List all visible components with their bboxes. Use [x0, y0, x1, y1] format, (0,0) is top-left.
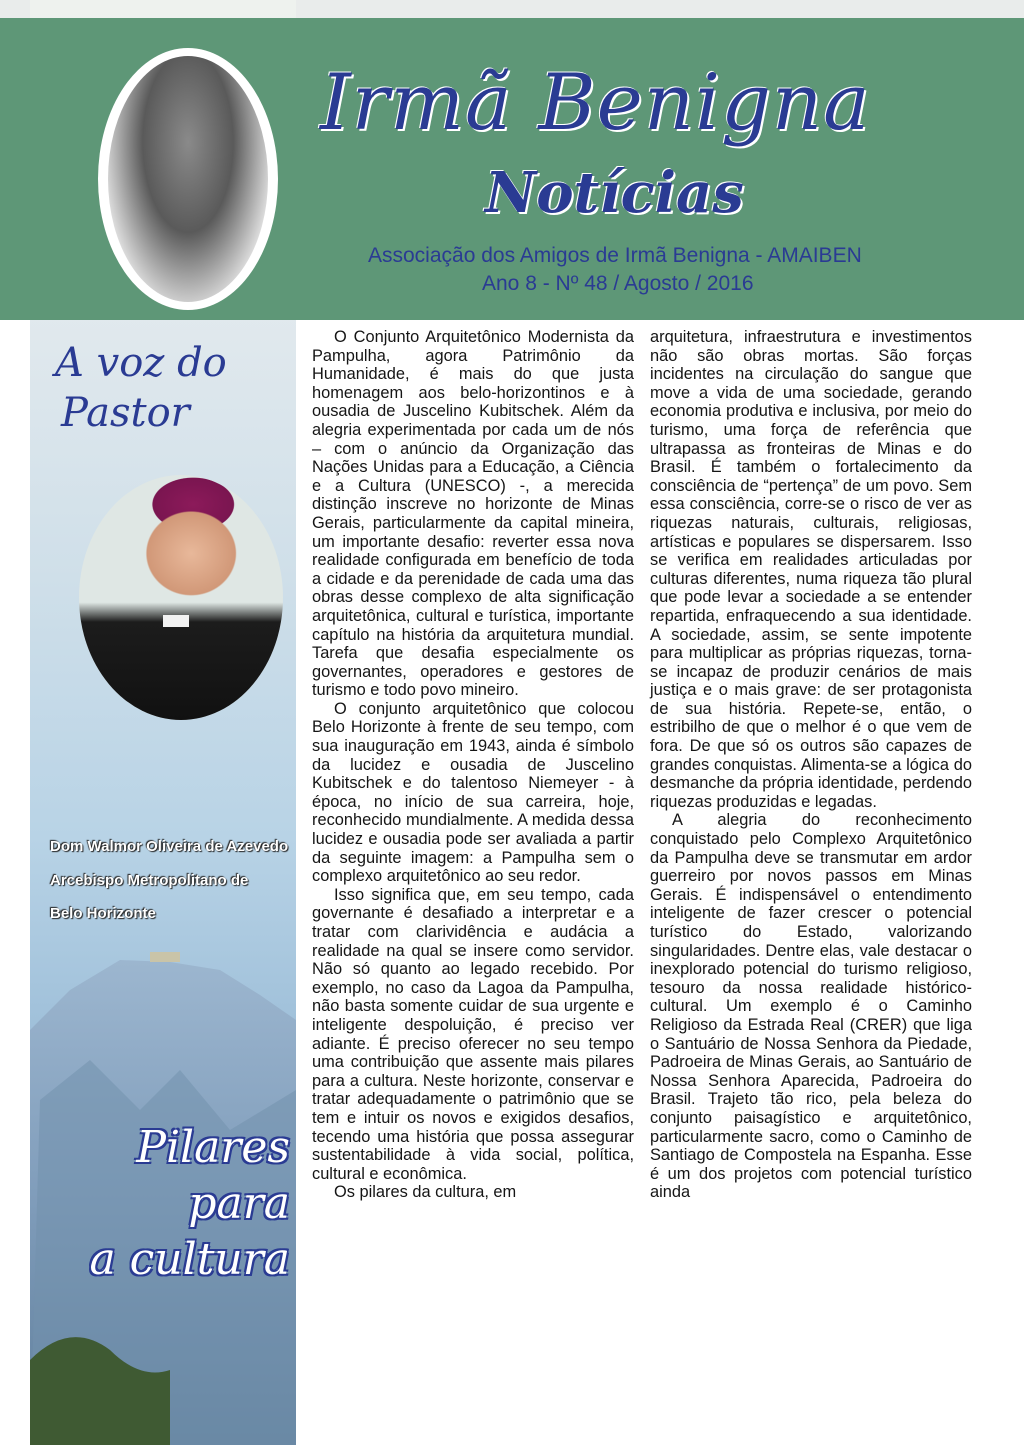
feature-title — [40, 1120, 290, 1288]
edition-info: Ano 8 - Nº 48 / Agosto / 2016 — [482, 272, 754, 295]
paragraph: arquitetura, infraestrutura e investimentos não são obras mortas. São forças incidentes na circulação do sangue que move a vida de uma sociedade, gerando economia produtiva e inclusiva, por meio do turismo, uma força de referência que ultrapassa as fronteiras de Minas e do Brasil. É também o fortalecimento da consciência de “pertença” de um povo. Sem essa consciência, corre-se o risco de ver as riquezas naturais, culturais, religiosas, artísticas e populares se dispersarem. Isso se verifica em realidades articuladas por culturas diferentes, numa riqueza tão plural que pode levar a sociedade a se entender repartida, enfraquecendo a sua identidade. A sociedade, assim, se sente impotente para multiplicar as próprias riquezas, torna-se incapaz de produzir cenários de mais justiça e o mais grave: de ser protagonista de sua história. Repete-se, então, o estribilho de que o melhor é o que vem de fora. De que só os outros são capazes de grandes conquistas. Alimenta-se a lógica do desmanche da própria identidade, perdendo riquezas produzidas e legadas. — [650, 328, 972, 811]
caption-name: Dom Walmor Oliveira de Azevedo — [50, 838, 289, 855]
paragraph: A alegria do reconhecimento conquistado pelo Complexo Arquitetônico da Pampulha deve se transmutar em ardor guerreiro por novos passos em Minas Gerais. É indispensável o entendimento inteligente de fazer crescer o potencial turístico do Estado, valorizando singularidades. Dentre elas, vale destacar o inexplorado potencial do turismo religioso, tesouro da nossa realidade histórico-cultural. Um exemplo é o Caminho Religioso da Estrada Real (CRER) que liga o Santuário de Nossa Senhora da Piedade, Padroeira de Minas Gerais, ao Santuário de Nossa Senhora Aparecida, Padroeira do Brasil. Trajeto tão rico, pela beleza do conjunto paisagístico e arquitetônico, particularmente sacro, como o Caminho de Santiago de Compostela na Espanha. Esse é um dos projetos com potencial turístico ainda — [650, 811, 972, 1202]
newsletter-subtitle: Notícias — [485, 160, 744, 226]
bishop-photo-placeholder — [79, 475, 283, 720]
nun-photo-placeholder — [108, 56, 268, 302]
paragraph: O Conjunto Arquitetônico Modernista da Pampulha, agora Patrimônio da Humanidade, é mais do que justa homenagem aos belo-horizontinos e à ousadia de Juscelino Kubitschek. Além da alegria experimentada por cada um de nós – com o anúncio da Organização das Nações Unidas para a Educação, a Ciência e a Cultura (UNESCO) -, a merecida distinção inscreve no horizonte de Minas Gerais, particularmente da capital mineira, um importante desafio: reverter essa nova realidade configurada em benefício de toda a cidade e da perenidade de cada uma das obras desse complexo de alta significação arquitetônica, cultural e turística, importante capítulo na história da arquitetura mundial. Tarefa que desafia especialmente os governantes, operadores e gestores de turismo e todo povo mineiro. — [312, 328, 634, 700]
feature-title-line2: a cultura — [89, 1234, 290, 1285]
section-title-line2: Pastor — [61, 390, 190, 436]
article-column-1 — [312, 328, 634, 1202]
section-title — [55, 338, 285, 438]
newsletter-title: Irmã Benigna — [320, 58, 871, 148]
caption-title: Arcebispo Metropolitano de — [50, 872, 249, 889]
paragraph: Os pilares da cultura, em — [334, 1183, 517, 1202]
paragraph: Isso significa que, em seu tempo, cada governante é desafiado a interpretar e a tratar com clarividência e audácia a realidade na qual se insere como servidor. Não só quanto ao legado recebido. Por exemplo, no caso da Lagoa da Pampulha, não basta somente cuidar de sua urgente e inteligente despoluição, é preciso ver adiante. É preciso oferecer no seu tempo uma contribuição que assente mais pilares para a cultura. Neste horizonte, conservar e tratar adequadamente o patrimônio que se tem e intuir os novos e exigidos desafios, tecendo uma história que possa assegurar sustentabilidade à vida social, política, cultural e econômica. — [312, 885, 634, 1183]
article-column-2 — [650, 328, 972, 1202]
nun-portrait — [98, 48, 278, 310]
bishop-portrait — [79, 475, 283, 720]
caption-city: Belo Horizonte — [50, 905, 156, 922]
section-title-line1: A voz do — [55, 340, 227, 386]
association-name: Associação dos Amigos de Irmã Benigna - AMAIBEN — [368, 244, 862, 267]
paragraph: O conjunto arquitetônico que colocou Belo Horizonte à frente de seu tempo, com sua inauguração em 1943, ainda é símbolo da lucidez e ousadia de Juscelino Kubitschek e do talentoso Niemeyer - à época, no início de sua carreira, hoje, reconhecido mundialmente. A medida dessa lucidez e ousadia pode ser avaliada a partir da seguinte imagem: a Pampulha sem o complexo arquitetônico ao seu redor. — [312, 699, 634, 886]
clerical-collar — [163, 615, 189, 627]
feature-title-line1: Pilares para — [136, 1122, 290, 1229]
